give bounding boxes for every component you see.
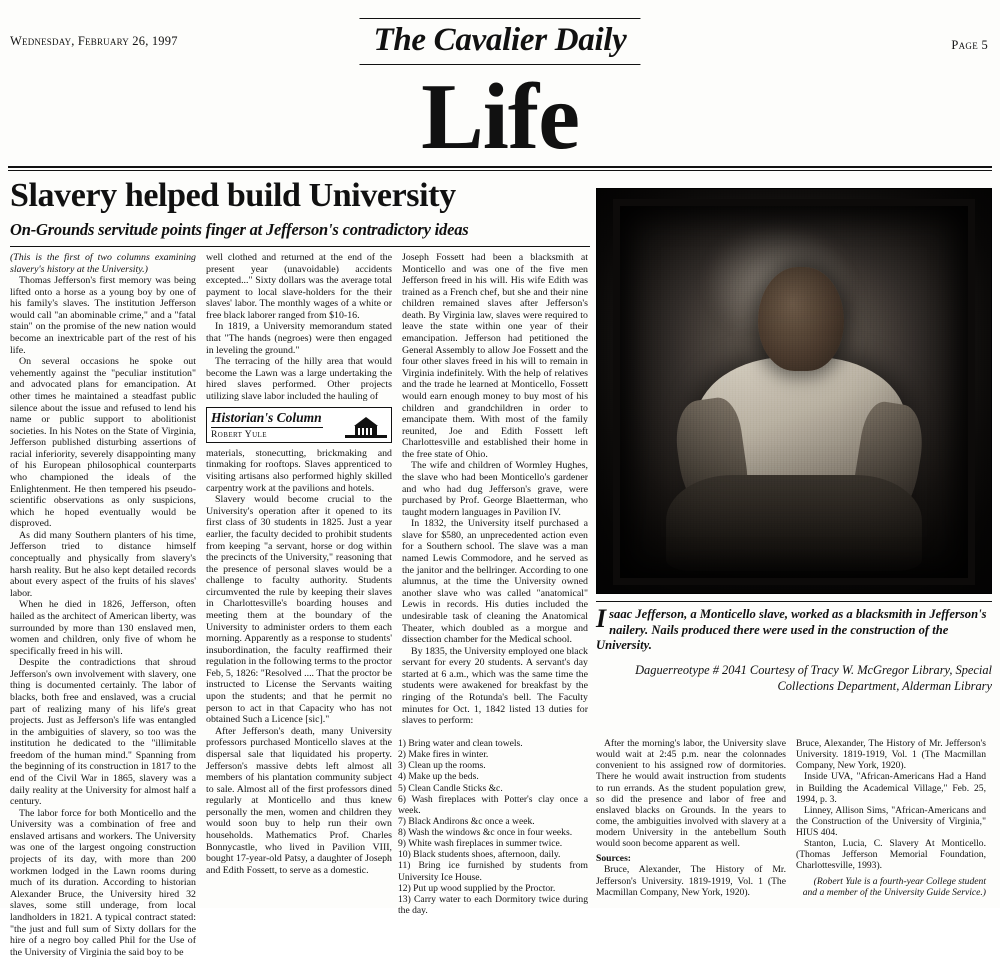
list-item: 10) Black students shoes, afternoon, daily.	[398, 849, 561, 861]
paragraph: Joseph Fossett had been a blacksmith at Monticello and was one of the five men Jefferson freed in his will. His wife Edith was trained as a French chef, but she and their nine children remained slaves after Jefferson's death. By Virginia law, slaves were required to leave the state within one year of their emancipation. Jefferson had petitioned the General Assembly to allow Joe Fossett and the four other slaves freed in his will to remain in Virginia indefinitely. With the help of relatives and the trade he learned at Monticello, Fossett would earn enough money to buy most of his children and grandchildren in order to emancipate them. With most of the family reunited, Joe and Edith Fossett left Charlottesville and established their home in the free state of Ohio.	[402, 252, 588, 460]
page-number: Page 5	[951, 38, 988, 52]
paragraph: (This is the first of two columns examining slavery's history at the University.)	[10, 252, 196, 275]
paragraph: When he died in 1826, Jefferson, often hailed as the architect of American liberty, was surrounded by more than 130 enslaved men, women and children, only five of whom he specifically freed in his will.	[10, 599, 196, 657]
source-item: Linney, Allison Sims, "African-Americans and the Construction of the University of Virginia," HIUS 404.	[796, 804, 986, 838]
source-item: Stanton, Lucia, C. Slavery At Monticello. (Thomas Jefferson Memorial Foundation, Charlottesville, 1993).	[796, 838, 986, 872]
photo-caption	[596, 601, 992, 654]
masthead-date: Wednesday, February 26, 1997	[10, 34, 178, 48]
photo-inner-frame	[613, 199, 975, 585]
column-2	[206, 252, 392, 958]
isaac-jefferson-photo	[596, 188, 992, 594]
newspaper-title: The Cavalier Daily	[359, 18, 640, 65]
paragraph: Despite the contradictions that shroud Jefferson's own involvement with slavery, one thing is documented certainly. The labor of blacks, both free and enslaved, was a crucial part of realizing many of his life's great projects. Just as Jefferson's life was entangled in the ambiguities of slavery, so too was the institution he dedicated to the "illimitable freedom of the human mind." Spanning from the beginning of its construction in 1817 to the end of the Civil War in 1865, slavery was a daily reality at the University for almost half a century.	[10, 657, 196, 808]
list-item: 2) Make fires in winter.	[398, 749, 489, 761]
paragraph: In 1819, a University memorandum stated that "The hands (negroes) were then engaged in leveling the ground."	[206, 321, 392, 356]
paragraph: Slavery would become crucial to the University's operation after it opened to its first class of 30 students in 1825. Just a year earlier, the faculty decided to prohibit students from keeping "a servant, horse or dog within the precincts of the University," reasoning that the presence of personal slaves would be a challenge to faculty authority. Students circumvented the rule by keeping their slaves in Charlottesville's boarding houses and meeting them at the boundary of the University to administer orders to them each morning. Apparently as a response to students' insubordination, the faculty reaffirmed their regulation in the following terms to the proctor Feb, 5, 1826: "Resolved .... That the proctor be instructed to License the Servants waiting upon the students; and that he permit no person to act in that Capacity who has not obtained Such a Licence [sic]."	[206, 494, 392, 726]
headline-zone	[0, 171, 600, 246]
list-item: 4) Make up the beds.	[398, 771, 479, 783]
duty-list	[398, 738, 588, 916]
list-item: 7) Black Andirons &c once a week.	[398, 815, 535, 827]
paragraph: As did many Southern planters of his time, Jefferson tried to distance himself conceptually and physically from slavery's harsh reality. But he also kept detailed records about every aspect of the fruits of his slaves' labor.	[10, 529, 196, 599]
list-item: 8) Wash the windows &c once in four weeks.	[398, 827, 573, 838]
historians-column-author: Robert Yule	[211, 427, 323, 440]
historians-column-box	[206, 407, 392, 443]
closing-column-2	[796, 738, 986, 898]
source-item: Bruce, Alexander, The History of Mr. Jefferson's University. 1819-1919, Vol. 1 (The Macmillan Company, New York, 1920).	[596, 864, 786, 898]
historians-column-title: Historian's Column	[211, 409, 322, 425]
paragraph: well clothed and returned at the end of the present year (unavoidable) accidents excepted..." Sixty dollars was the average total payment to local slave-holders for the their slaves' labor. The monthly wages of a white or free black laborer ranged from $10-16.	[206, 252, 392, 321]
closing-column-1	[596, 738, 786, 898]
paragraph: On several occasions he spoke out vehemently against the "peculiar institution" and advocated plans for emancipation. At other times he maintained a steadfast public silence about the issue and refused to lend his name or public support to abolitionist societies. In his Notes on the State of Virginia, Jefferson published disturbing assertions of racial inferiority, severely disappointing many of his European philosophical counterparts who championed the ideals of the Enlightenment. He then tempered his pseudo-scientific observations as only suspicions, which he hoped eventually would be disproved.	[10, 356, 196, 530]
caption-text: saac Jefferson, a Monticello slave, worked as a blacksmith in Jefferson's nailery. Nails produced there were used in the construction of the University.	[596, 607, 987, 653]
sources-heading: Sources:	[596, 853, 631, 865]
list-item: 11) Bring ice furnished by students from University Ice House.	[398, 860, 588, 883]
paragraph: The wife and children of Wormley Hughes, the slave who had been Monticello's gardener and who had dug Jefferson's grave, were purchased by Prof. George Blaetterman, who taught modern languages in Pavilion IV.	[402, 460, 588, 518]
paragraph: By 1835, the University employed one black servant for every 20 students. A servant's day started at 6 a.m., which was the same time the students were awakened for breakfast by the ringing of the Rotunda's bell. The Faculty minutes for Oct. 1, 1842 listed 13 duties for slaves to perform:	[402, 645, 588, 727]
section-title: Life	[421, 65, 579, 169]
article-headline: Slavery helped build University	[10, 177, 456, 215]
list-item: 1) Bring water and clean towels.	[398, 738, 523, 749]
author-byline-note: (Robert Yule is a fourth-year College student and a member of the University Guide Service.)	[802, 875, 986, 898]
list-item: 3) Clean up the rooms.	[398, 760, 486, 772]
paragraph: The labor force for both Monticello and the University was a combination of free and enslaved artisans and workers. The University was one of the largest ongoing construction projects of its day, with more than 200 workmen lodged in the Lawn rooms during much of its duration. According to historian Alexander Bruce, the University hired 32 slaves, some still underage, from local landholders in 1821. A typical contract stated: "the just and full sum of Sixty dollars for the hire of a negro boy called Phil for the Use of the University of Virginia the said boy to be	[10, 807, 196, 958]
caption-dropcap: I	[596, 604, 607, 633]
rotunda-icon	[345, 415, 387, 439]
paragraph: After the morning's labor, the University slave would wait at 2:45 p.m. near the colonnades convenient to his assigned row of dormitories. There he would await instruction from students to run errands. As the student population grew, so did the presence and labor of free and enslaved blacks on Grounds. In the years to come, the ambiguities involved with slavery at a modern University in the antebellum South would soon become apparent as well.	[596, 738, 786, 850]
column-1	[10, 252, 196, 958]
list-item: 6) Wash fireplaces with Potter's clay once a week.	[398, 793, 588, 816]
closing-columns	[596, 738, 992, 898]
photo-credit: Daguerreotype # 2041 Courtesy of Tracy W. McGregor Library, Special Collections Department, Alderman Library	[635, 662, 992, 693]
paragraph: The terracing of the hilly area that would become the Lawn was a large undertaking the hired slaves performed. Other projects utilizing slave labor included the hauling of	[206, 356, 392, 402]
paragraph: materials, stonecutting, brickmaking and tinmaking for rooftops. Slaves apprenticed to visiting artisans also performed highly skilled carpentry work at the pavilions and hotels.	[206, 447, 392, 494]
divider-under-headline	[10, 246, 590, 247]
list-item: 5) Clean Candle Sticks &c.	[398, 782, 503, 794]
source-item-continued: Bruce, Alexander, The History of Mr. Jefferson's University. 1819-1919, Vol. 1 (The Macmillan Company, New York, 1920).	[796, 738, 986, 772]
article-subhead: On-Grounds servitude points finger at Jefferson's contradictory ideas	[10, 219, 469, 239]
source-item: Inside UVA, "African-Americans Had a Hand in Building the Academical Village," Feb. 25, 1994, p. 3.	[796, 771, 986, 805]
list-item: 9) White wash fireplaces in summer twice.	[398, 838, 563, 850]
paragraph: After Jefferson's death, many University professors purchased Monticello slaves at the dispersal sale that liquidated his property. Jefferson's massive debts left almost all members of his plantation community subject to sale. Almost all of the first professors dined regularly at Monticello and thus knew personally the men, women and children they would soon buy to help run their own households. Mathematics Prof. Charles Bonnycastle, who lived in Pavilion VIII, bought 17-year-old Patsy, a daughter of Joseph and Edith Fossett, to serve as a domestic.	[206, 725, 392, 876]
list-item: 12) Put up wood supplied by the Proctor.	[398, 882, 556, 894]
list-item: 13) Carry water to each Dormitory twice during the day.	[398, 893, 588, 916]
paragraph: In 1832, the University itself purchased a slave for $580, an unprecedented action even for a Southern school. The slave was a man named Lewis Commodore, and he served as the janitor and the bellringer. According to one alumnus, at the time the University owned another slave who was called "anatomical" Lewis in records. His duties included the undesirable task of cleaning the Anatomical Theater, which doubled as a morgue and dissection chamber for the Medical school.	[402, 518, 588, 646]
masthead	[0, 0, 1000, 72]
paragraph: Thomas Jefferson's first memory was being lifted onto a horse as a young boy by one of his family's slaves. The institution Jefferson would call "an abominable crime," and a "fatal stain" on the promise of the new nation would become an inextricable part of the rest of his life.	[10, 275, 196, 356]
photo-block	[596, 188, 992, 694]
